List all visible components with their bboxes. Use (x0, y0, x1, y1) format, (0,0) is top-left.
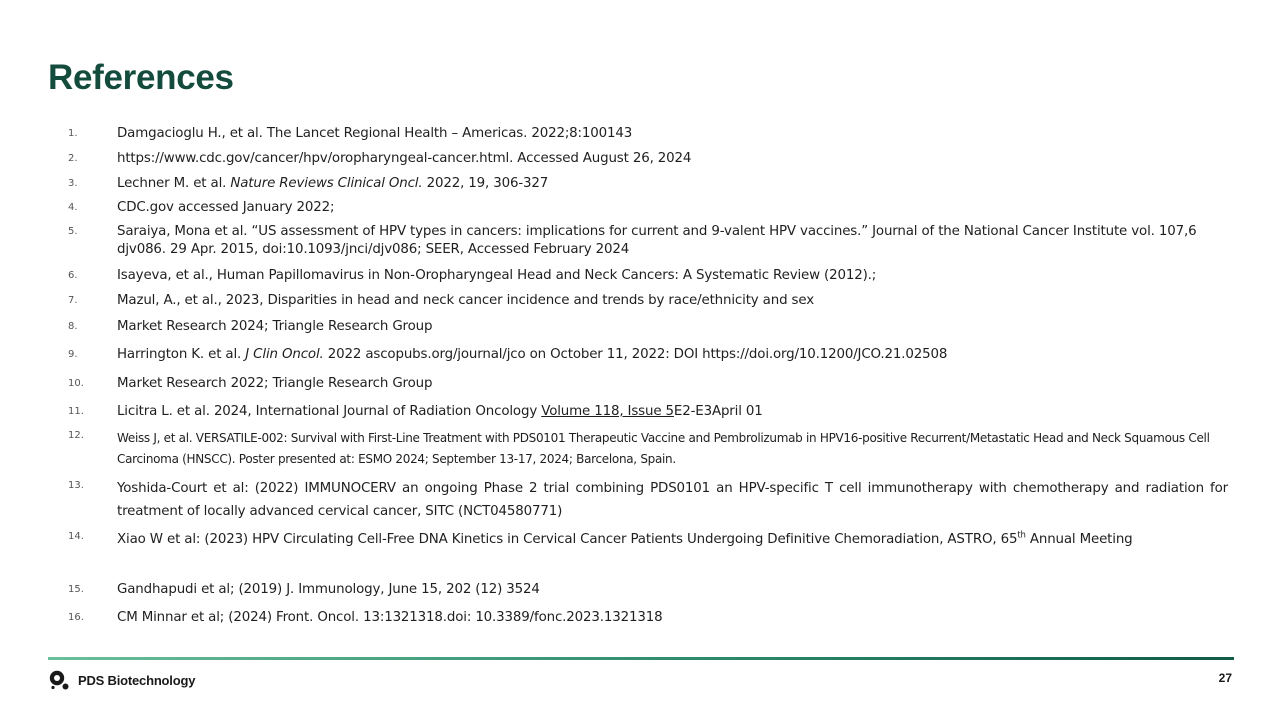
reference-text: Harrington K. et al. J Clin Oncol. 2022 ascopubs.org/journal/jco on October 11, 2022: DOI https://doi.org/10.1200/JCO.21.02508 (117, 347, 948, 362)
reference-number: 16. (68, 612, 84, 623)
reference-item (68, 428, 1228, 470)
reference-text: Weiss J, et al. VERSATILE-002: Survival with First-Line Treatment with PDS0101 Therapeutic Vaccine and Pembrolizumab in HPV16-positive Recurrent/Metastatic Head and Neck Squamous Cell Carcinoma (HNSCC). Poster presented at: ESMO 2024; September 13-17, 2024; Barcelona, Spain. (117, 431, 1210, 466)
reference-item (68, 477, 1228, 523)
company-name: PDS Biotechnology (78, 672, 196, 688)
reference-text: Gandhapudi et al; (2019) J. Immunology, June 15, 202 (12) 3524 (117, 582, 540, 597)
journal-name: Nature Reviews Clinical Oncl. (230, 176, 423, 191)
reference-item (68, 318, 1228, 336)
reference-text: Lechner M. et al. Nature Reviews Clinical Oncl. 2022, 19, 306-327 (117, 176, 549, 191)
reference-text: Xiao W et al: (2023) HPV Circulating Cell-Free DNA Kinetics in Cervical Cancer Patients Undergoing Definitive Chemoradiation, ASTRO, 65th Annual Meeting (117, 530, 1133, 547)
volume-link[interactable]: Volume 118, Issue 5 (541, 404, 674, 419)
reference-number: 4. (68, 202, 78, 213)
reference-number: 13. (68, 480, 84, 491)
reference-item (68, 292, 1228, 310)
reference-number: 6. (68, 270, 78, 281)
reference-number: 15. (68, 584, 84, 595)
reference-number: 8. (68, 321, 78, 332)
reference-number: 9. (68, 349, 78, 360)
reference-item (68, 199, 1228, 217)
reference-text: Damgacioglu H., et al. The Lancet Regional Health – Americas. 2022;8:100143 (117, 126, 633, 141)
reference-item (68, 267, 1228, 285)
reference-item (68, 125, 1228, 143)
reference-number: 3. (68, 178, 78, 189)
reference-text: Market Research 2022; Triangle Research Group (117, 376, 433, 391)
reference-text: Mazul, A., et al., 2023, Disparities in head and neck cancer incidence and trends by race/ethnicity and sex (117, 293, 814, 308)
reference-item (68, 375, 1228, 393)
reference-number: 1. (68, 128, 78, 139)
reference-item (68, 528, 1228, 551)
reference-item (68, 403, 1228, 421)
journal-name: J Clin Oncol. (245, 347, 324, 362)
reference-text: Market Research 2024; Triangle Research Group (117, 319, 433, 334)
reference-number: 10. (68, 378, 84, 389)
reference-text: https://www.cdc.gov/cancer/hpv/oropharyngeal-cancer.html. Accessed August 26, 2024 (117, 151, 692, 166)
reference-number: 14. (68, 531, 84, 542)
reference-item (68, 150, 1228, 168)
reference-text: Yoshida-Court et al: (2022) IMMUNOCERV an ongoing Phase 2 trial combining PDS0101 an HPV-specific T cell immunotherapy with chemotherapy and radiation for treatment of locally advanced cervical cancer, SITC (NCT04580771) (117, 481, 1228, 519)
reference-item (68, 175, 1228, 193)
reference-text: Saraiya, Mona et al. “US assessment of HPV types in cancers: implications for current and 9-valent HPV vaccines.” Journal of the National Cancer Institute vol. 107,6 djv086. 29 Apr. 2015, doi:10.1093/jnci/djv086; SEER, Accessed February 2024 (117, 224, 1197, 257)
company-logo (48, 669, 195, 691)
reference-text: Licitra L. et al. 2024, International Journal of Radiation Oncology Volume 118, Issue 5E2-E3April 01 (117, 404, 763, 419)
reference-text: Isayeva, et al., Human Papillomavirus in Non-Oropharyngeal Head and Neck Cancers: A Systematic Review (2012).; (117, 268, 877, 283)
reference-text: CM Minnar et al; (2024) Front. Oncol. 13:1321318.doi: 10.3389/fonc.2023.1321318 (117, 610, 663, 625)
reference-number: 12. (68, 430, 84, 441)
reference-number: 11. (68, 406, 84, 417)
reference-item (68, 581, 1228, 599)
reference-number: 2. (68, 153, 78, 164)
page-number: 27 (1218, 671, 1232, 685)
reference-item (68, 609, 1228, 627)
reference-text: CDC.gov accessed January 2022; (117, 200, 335, 215)
pds-logo-icon (48, 669, 70, 691)
reference-number: 7. (68, 295, 78, 306)
footer-divider (48, 657, 1234, 660)
reference-item (68, 223, 1228, 259)
reference-item (68, 346, 1228, 364)
page-title: References (48, 58, 234, 97)
reference-number: 5. (68, 226, 78, 237)
